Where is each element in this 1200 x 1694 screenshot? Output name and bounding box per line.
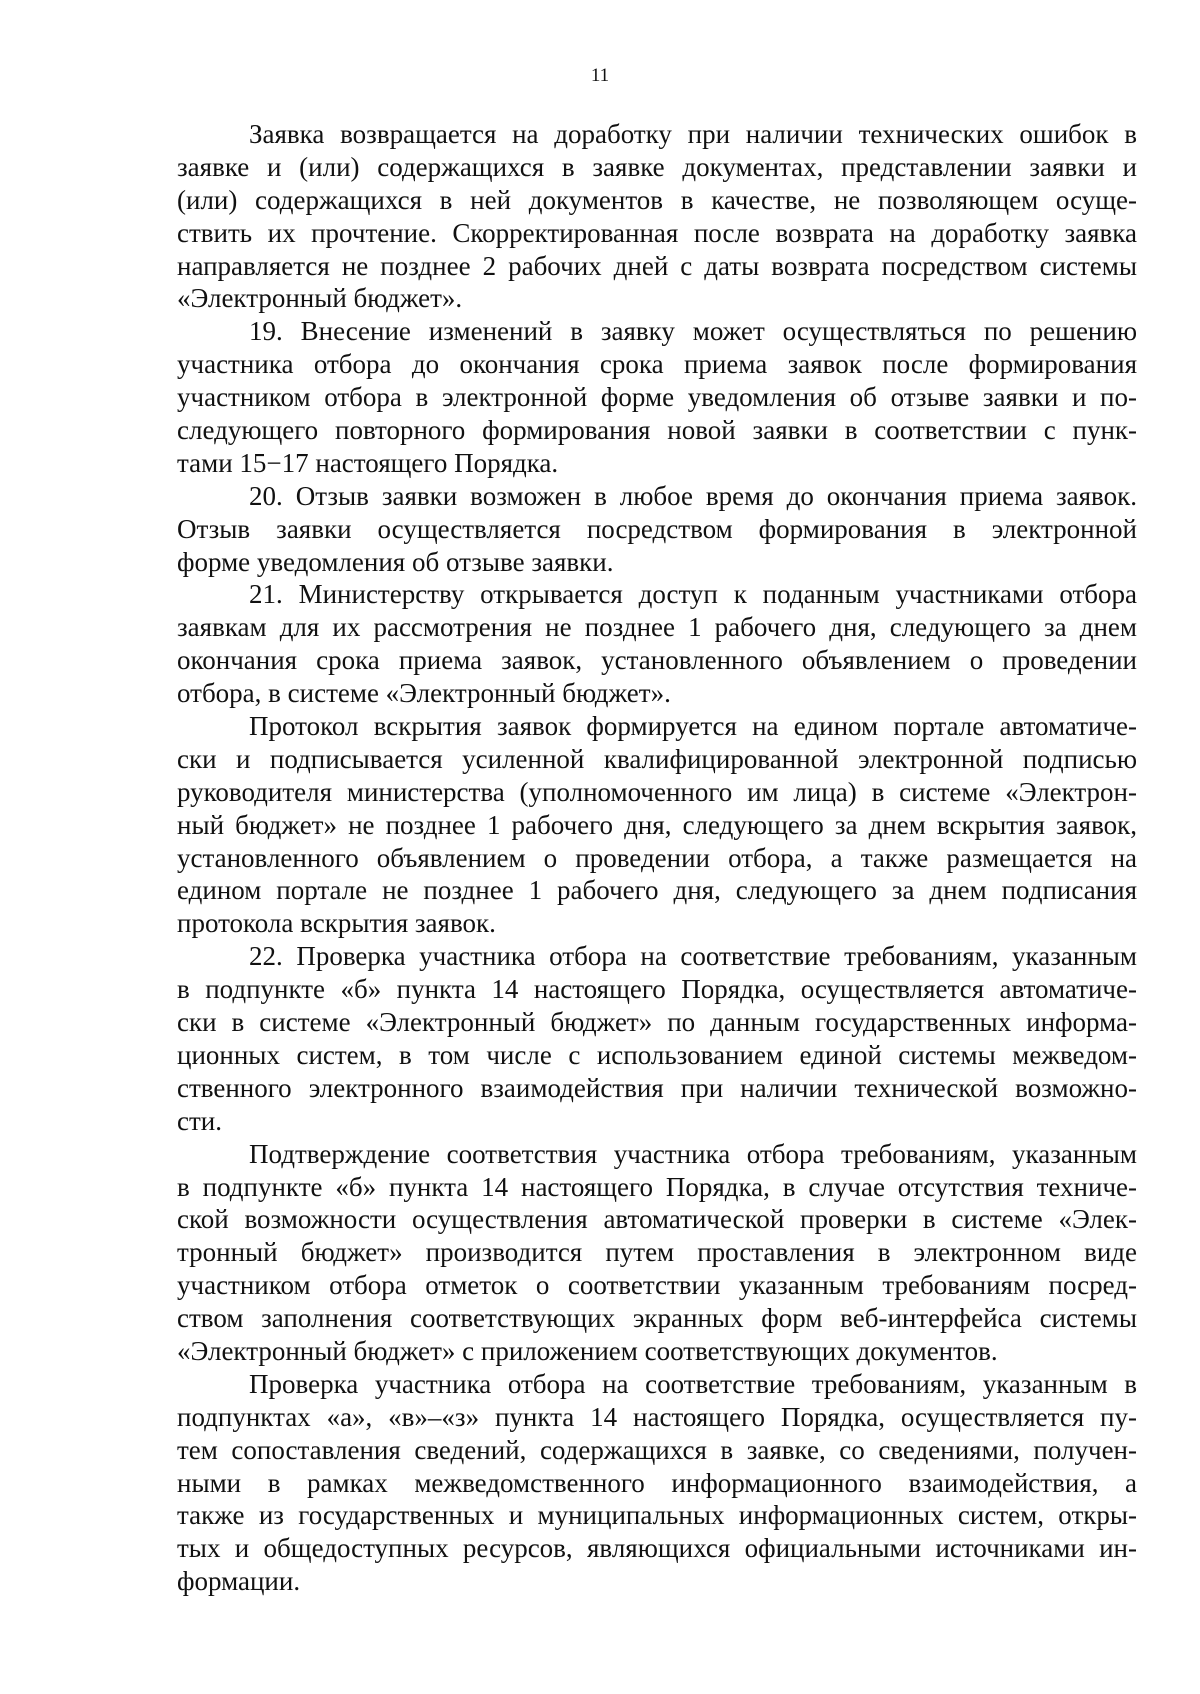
text-line: заявкам для их рассмотрения не позднее 1 рабочего дня, следующего за днем	[177, 612, 1137, 643]
text-line: ской возможности осуществления автоматической проверки в системе «Элек-	[177, 1204, 1137, 1235]
text-line: участника отбора до окончания срока приема заявок после формирования	[177, 349, 1137, 380]
text-line: ски и подписывается усиленной квалифицированной электронной подписью	[177, 743, 1137, 774]
text-line: направляется не позднее 2 рабочих дней с даты возврата посредством системы	[177, 250, 1137, 281]
text-line: Протокол вскрытия заявок формируется на едином портале автоматиче-	[249, 711, 1137, 742]
text-line: в подпункте «б» пункта 14 настоящего Порядка, в случае отсутствия техниче-	[177, 1171, 1137, 1202]
text-line: подпунктах «а», «в»–«з» пункта 14 настоящего Порядка, осуществляется пу-	[177, 1401, 1137, 1432]
page-number: 11	[590, 65, 610, 86]
text-line: (или) содержащихся в ней документов в качестве, не позволяющем осуще-	[177, 184, 1137, 215]
text-line: Отзыв заявки осуществляется посредством формирования в электронной	[177, 513, 1137, 544]
text-line: также из государственных и муниципальных информационных систем, откры-	[177, 1500, 1137, 1531]
text-line: 19. Внесение изменений в заявку может осуществляться по решению	[249, 316, 1137, 347]
text-line: «Электронный бюджет» с приложением соответствующих документов.	[177, 1335, 998, 1366]
text-line: 21. Министерству открывается доступ к поданным участниками отбора	[249, 579, 1137, 610]
text-line: сти.	[177, 1105, 222, 1136]
text-line: протокола вскрытия заявок.	[177, 908, 496, 939]
text-line: окончания срока приема заявок, установленного объявлением о проведении	[177, 645, 1137, 676]
text-line: участником отбора в электронной форме уведомления об отзыве заявки и по-	[177, 382, 1137, 413]
text-line: руководителя министерства (уполномоченного им лица) в системе «Электрон-	[177, 776, 1137, 807]
text-line: форме уведомления об отзыве заявки.	[177, 546, 614, 577]
text-line: ством заполнения соответствующих экранных форм веб-интерфейса системы	[177, 1303, 1137, 1334]
text-line: в подпункте «б» пункта 14 настоящего Порядка, осуществляется автоматиче-	[177, 974, 1137, 1005]
text-line: отбора, в системе «Электронный бюджет».	[177, 678, 671, 709]
text-line: формации.	[177, 1566, 301, 1597]
text-line: ный бюджет» не позднее 1 рабочего дня, следующего за днем вскрытия заявок,	[177, 809, 1137, 840]
text-line: едином портале не позднее 1 рабочего дня, следующего за днем подписания	[177, 875, 1137, 906]
text-line: ственного электронного взаимодействия при наличии технической возможно-	[177, 1072, 1137, 1103]
text-line: следующего повторного формирования новой заявки в соответствии с пунк-	[177, 415, 1137, 446]
text-line: ционных систем, в том числе с использованием единой системы межведом-	[177, 1039, 1137, 1070]
text-line: тых и общедоступных ресурсов, являющихся официальными источниками ин-	[177, 1533, 1137, 1564]
text-line: тем сопоставления сведений, содержащихся в заявке, со сведениями, получен-	[177, 1434, 1137, 1465]
text-line: тами 15−17 настоящего Порядка.	[177, 447, 559, 478]
text-line: «Электронный бюджет».	[177, 283, 463, 314]
text-line: участником отбора отметок о соответствии указанным требованиям посред-	[177, 1270, 1137, 1301]
text-line: тронный бюджет» производится путем проставления в электронном виде	[177, 1237, 1137, 1268]
text-line: 20. Отзыв заявки возможен в любое время до окончания приема заявок.	[249, 480, 1137, 511]
text-line: ски в системе «Электронный бюджет» по данным государственных информа-	[177, 1007, 1137, 1038]
text-line: 22. Проверка участника отбора на соответствие требованиям, указанным	[249, 941, 1137, 972]
text-line: ными в рамках межведомственного информационного взаимодействия, а	[177, 1467, 1137, 1498]
text-line: Заявка возвращается на доработку при наличии технических ошибок в	[249, 119, 1137, 149]
text-line: ствить их прочтение. Скорректированная после возврата на доработку заявка	[177, 217, 1137, 248]
document-body	[177, 118, 1137, 1598]
text-line: установленного объявлением о проведении отбора, а также размещается на	[177, 842, 1137, 873]
text-line: Подтверждение соответствия участника отбора требованиям, указанным	[249, 1138, 1137, 1169]
text-line: Проверка участника отбора на соответствие требованиям, указанным в	[249, 1368, 1137, 1399]
text-line: заявке и (или) содержащихся в заявке документах, представлении заявки и	[177, 151, 1137, 182]
